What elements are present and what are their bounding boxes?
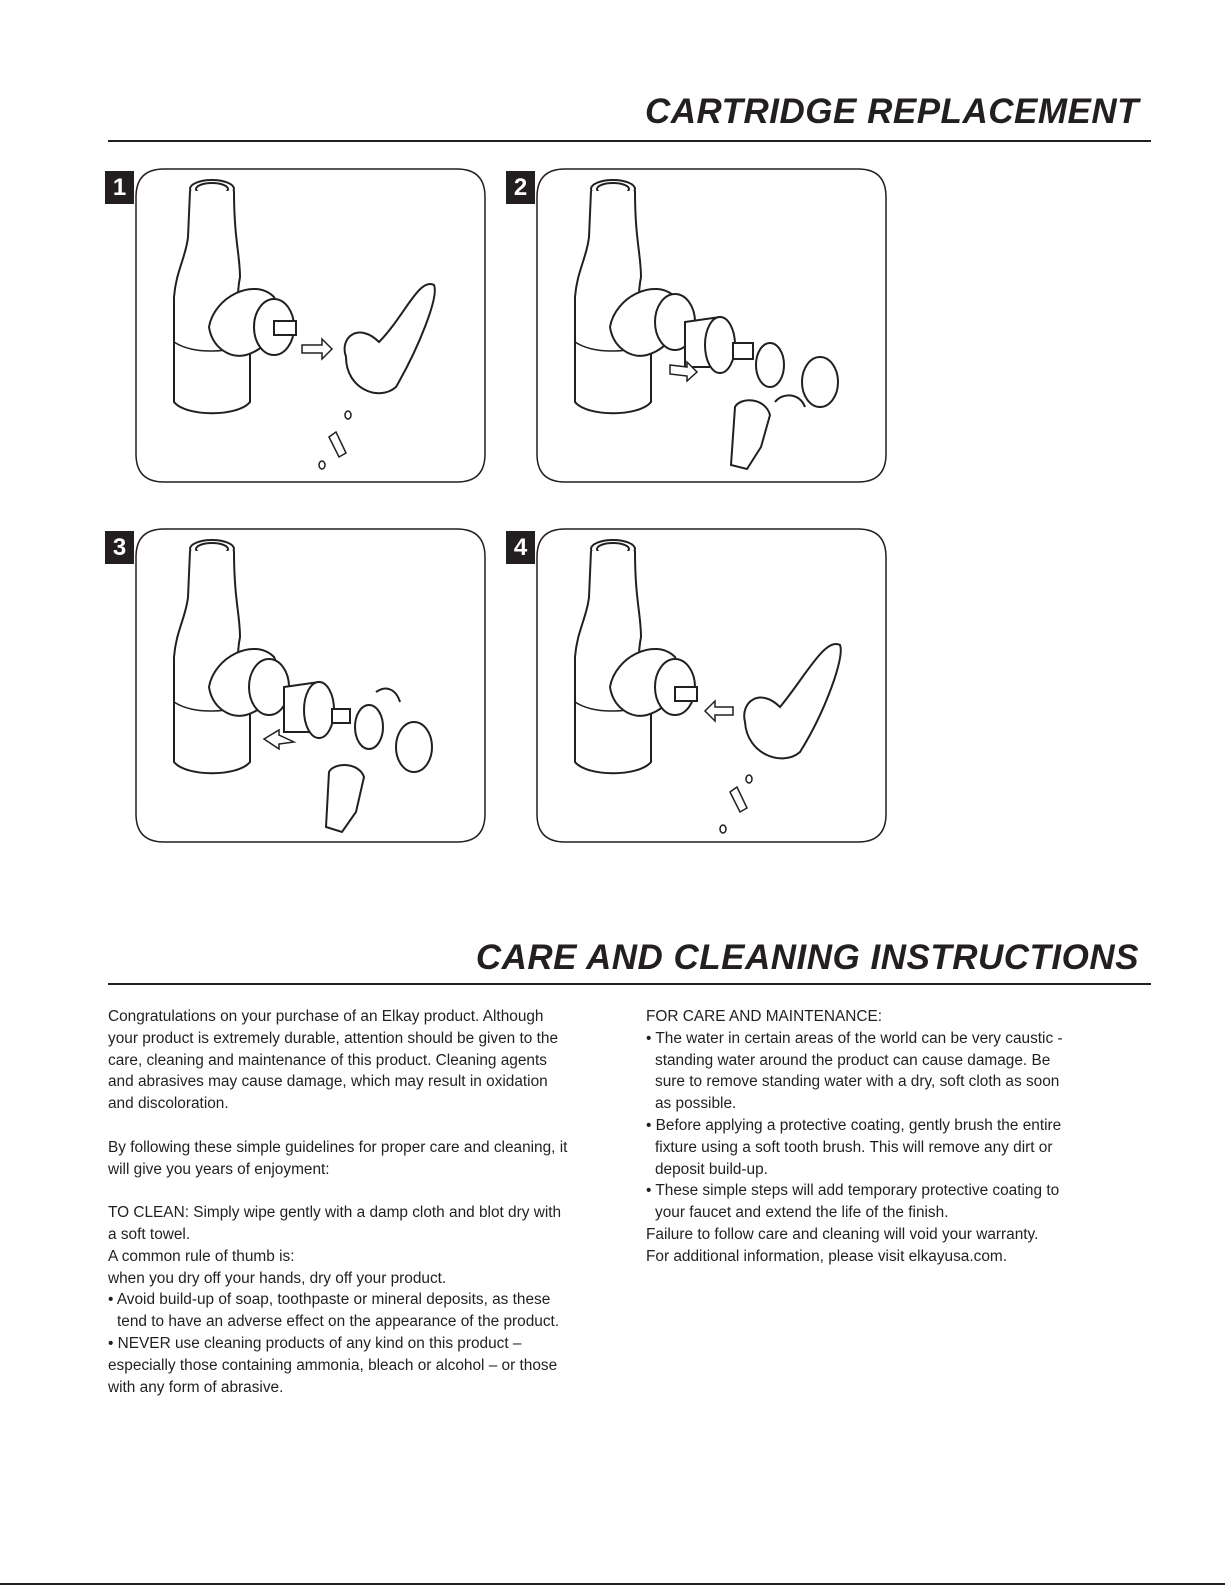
bullet-water-line: • The water in certain areas of the world can be very caustic - bbox=[646, 1029, 1063, 1047]
cartridge-replacement-title: CARTRIDGE REPLACEMENT bbox=[644, 92, 1139, 131]
care-right-column bbox=[646, 1006, 1156, 1268]
step-number: 4 bbox=[506, 531, 535, 564]
bullet-coating-line: deposit build-up. bbox=[655, 1160, 768, 1178]
step-4-panel bbox=[513, 527, 888, 844]
step-number: 1 bbox=[105, 171, 134, 204]
bullet-avoid-line: • Avoid build-up of soap, toothpaste or mineral deposits, as these bbox=[108, 1291, 551, 1309]
reinstall-handle-illustration bbox=[535, 527, 888, 844]
care-cleaning-title: CARE AND CLEANING INSTRUCTIONS bbox=[475, 938, 1139, 977]
step-number: 2 bbox=[506, 171, 535, 204]
bullet-never-line: especially those containing ammonia, bleach or alcohol – or those bbox=[108, 1356, 558, 1374]
intro-line: your product is extremely durable, attention should be given to the bbox=[108, 1029, 559, 1047]
rule-of-thumb-line: when you dry off your hands, dry off your product. bbox=[108, 1269, 447, 1287]
rule-of-thumb-line: A common rule of thumb is: bbox=[108, 1247, 295, 1265]
step-1-panel bbox=[112, 167, 487, 484]
intro-line: care, cleaning and maintenance of this product. Cleaning agents bbox=[108, 1051, 547, 1069]
bullet-coating-line: fixture using a soft tooth brush. This will remove any dirt or bbox=[655, 1138, 1053, 1156]
bullet-avoid-line: tend to have an adverse effect on the appearance of the product. bbox=[117, 1313, 560, 1331]
bullet-never-line: • NEVER use cleaning products of any kind on this product – bbox=[108, 1334, 522, 1352]
to-clean-line: a soft towel. bbox=[108, 1225, 191, 1243]
bullet-water-line: sure to remove standing water with a dry, soft cloth as soon bbox=[655, 1073, 1060, 1091]
to-clean-line: TO CLEAN: Simply wipe gently with a damp cloth and blot dry with bbox=[108, 1204, 562, 1222]
bullet-water-line: standing water around the product can cause damage. Be bbox=[655, 1051, 1051, 1069]
step-3-panel bbox=[112, 527, 487, 844]
remove-handle-illustration bbox=[134, 167, 487, 484]
care-title-rule bbox=[108, 983, 1151, 985]
bullet-coating-line: • Before applying a protective coating, gently brush the entire bbox=[646, 1116, 1062, 1134]
step-2-panel bbox=[513, 167, 888, 484]
additional-info: For additional information, please visit elkayusa.com. bbox=[646, 1247, 1007, 1265]
bullet-never-line: with any form of abrasive. bbox=[108, 1378, 284, 1396]
guidelines-line: will give you years of enjoyment: bbox=[108, 1160, 330, 1178]
intro-line: and discoloration. bbox=[108, 1095, 229, 1113]
remove-cartridge-illustration bbox=[535, 167, 888, 484]
intro-line: Congratulations on your purchase of an Elkay product. Although bbox=[108, 1008, 544, 1025]
step-number: 3 bbox=[105, 531, 134, 564]
warranty-note: Failure to follow care and cleaning will void your warranty. bbox=[646, 1225, 1039, 1243]
bullet-steps-line: • These simple steps will add temporary protective coating to bbox=[646, 1182, 1060, 1200]
care-maintenance-heading: FOR CARE AND MAINTENANCE: bbox=[646, 1008, 883, 1025]
guidelines-line: By following these simple guidelines for proper care and cleaning, it bbox=[108, 1138, 568, 1156]
bullet-steps-line: your faucet and extend the life of the finish. bbox=[655, 1204, 949, 1222]
title-rule bbox=[108, 140, 1151, 142]
install-cartridge-illustration bbox=[134, 527, 487, 844]
intro-line: and abrasives may cause damage, which may result in oxidation bbox=[108, 1073, 548, 1091]
bullet-water-line: as possible. bbox=[655, 1095, 737, 1113]
care-left-column bbox=[108, 1006, 601, 1398]
